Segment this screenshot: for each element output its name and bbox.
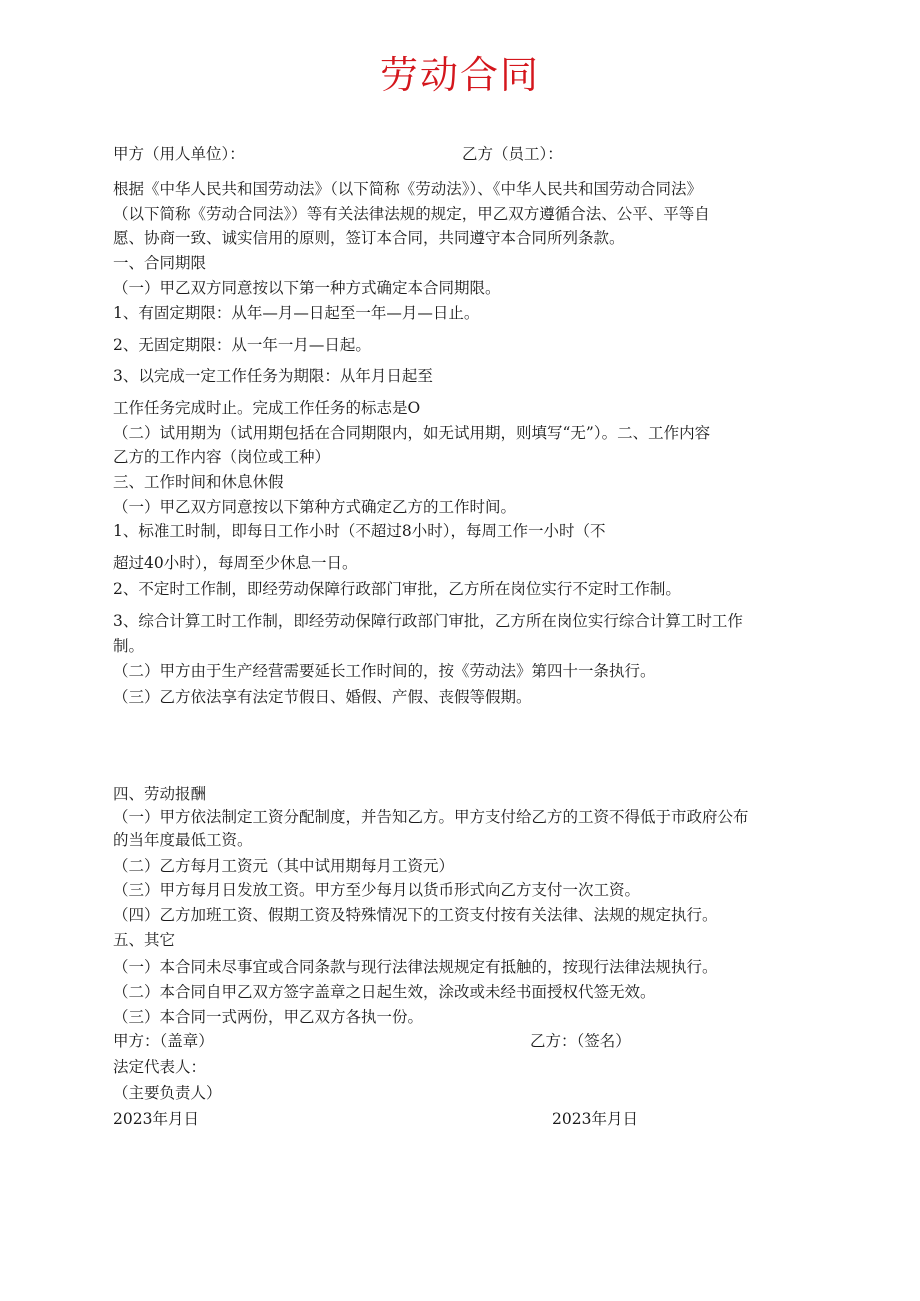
section-1-heading: 一、合同期限 [113,254,207,272]
section-5-para-3: （三）本合同一式两份，甲乙双方各执一份。 [113,1008,424,1026]
section-1-para-2-cont: 乙方的工作内容（岗位或工种） [113,448,331,466]
section-3-para-2: （二）甲方由于生产经营需要延长工作时间的，按《劳动法》第四十一条执行。 [113,662,656,680]
section-3-item-1-cont: 超过40小时），每周至少休息一日。 [113,554,358,572]
section-1-item-1: 1、有固定期限：从年—月—日起至一年—月—日止。 [113,304,480,322]
section-5-para-2: （二）本合同自甲乙双方签字盖章之日起生效，涂改或未经书面授权代签无效。 [113,983,656,1001]
section-1-para-1: （一）甲乙双方同意按以下第一种方式确定本合同期限。 [113,279,501,297]
section-3-para-3: （三）乙方依法享有法定节假日、婚假、产假、丧假等假期。 [113,688,532,706]
section-3-item-2: 2、不定时工作制，即经劳动保障行政部门审批，乙方所在岗位实行不定时工作制。 [113,580,681,598]
section-4-para-1-cont: 的当年度最低工资。 [113,831,253,849]
section-4-para-2: （二）乙方每月工资元（其中试用期每月工资元） [113,857,455,875]
preamble-line-3: 愿、协商一致、诚实信用的原则，签订本合同，共同遵守本合同所列条款。 [113,229,625,247]
preamble-line-1: 根据《中华人民共和国劳动法》（以下简称《劳动法》）、《中华人民共和国劳动合同法》 [113,180,703,198]
section-1-item-3: 3、以完成一定工作任务为期限：从年月日起至 [113,367,433,385]
party-a-label: 甲方（用人单位）： [113,145,245,163]
signature-legal-rep: 法定代表人： [113,1058,207,1076]
section-5-heading: 五、其它 [113,931,176,949]
preamble-line-2: （以下简称《劳动合同法》）等有关法律法规的规定，甲乙双方遵循合法、公平、平等自 [113,205,710,223]
section-3-item-3: 3、综合计算工时工作制，即经劳动保障行政部门审批，乙方所在岗位实行综合计算工时工作 [113,612,743,630]
section-3-para-1: （一）甲乙双方同意按以下第种方式确定乙方的工作时间。 [113,498,517,516]
section-1-item-3-cont: 工作任务完成时止。完成工作任务的标志是O [113,399,421,417]
section-3-item-1: 1、标准工时制，即每日工作小时（不超过8小时），每周工作一小时（不 [113,522,606,540]
section-4-heading: 四、劳动报酬 [113,785,207,803]
signature-date-a: 2023年月日 [113,1110,199,1128]
section-5-para-1: （一）本合同未尽事宜或合同条款与现行法律法规规定有抵触的，按现行法律法规执行。 [113,958,718,976]
party-b-label: 乙方（员工）： [462,145,563,163]
section-4-para-3: （三）甲方每月日发放工资。甲方至少每月以货币形式向乙方支付一次工资。 [113,881,641,899]
signature-date-b: 2023年月日 [552,1110,638,1128]
document-title: 劳动合同 [379,53,540,97]
section-3-heading: 三、工作时间和休息休假 [113,473,284,491]
section-4-para-4: （四）乙方加班工资、假期工资及特殊情况下的工资支付按有关法律、法规的规定执行。 [113,906,718,924]
section-1-item-2: 2、无固定期限：从一年一月—日起。 [113,336,371,354]
section-3-item-3-cont: 制。 [113,637,145,655]
signature-party-b: 乙方：（签名） [530,1032,631,1050]
section-1-para-2: （二）试用期为（试用期包括在合同期限内，如无试用期，则填写“无”）。二、工作内容 [113,424,711,442]
signature-principal: （主要负责人） [113,1084,222,1102]
signature-party-a: 甲方：（盖章） [113,1032,214,1050]
section-4-para-1: （一）甲方依法制定工资分配制度，并告知乙方。甲方支付给乙方的工资不得低于市政府公布 [113,808,749,826]
